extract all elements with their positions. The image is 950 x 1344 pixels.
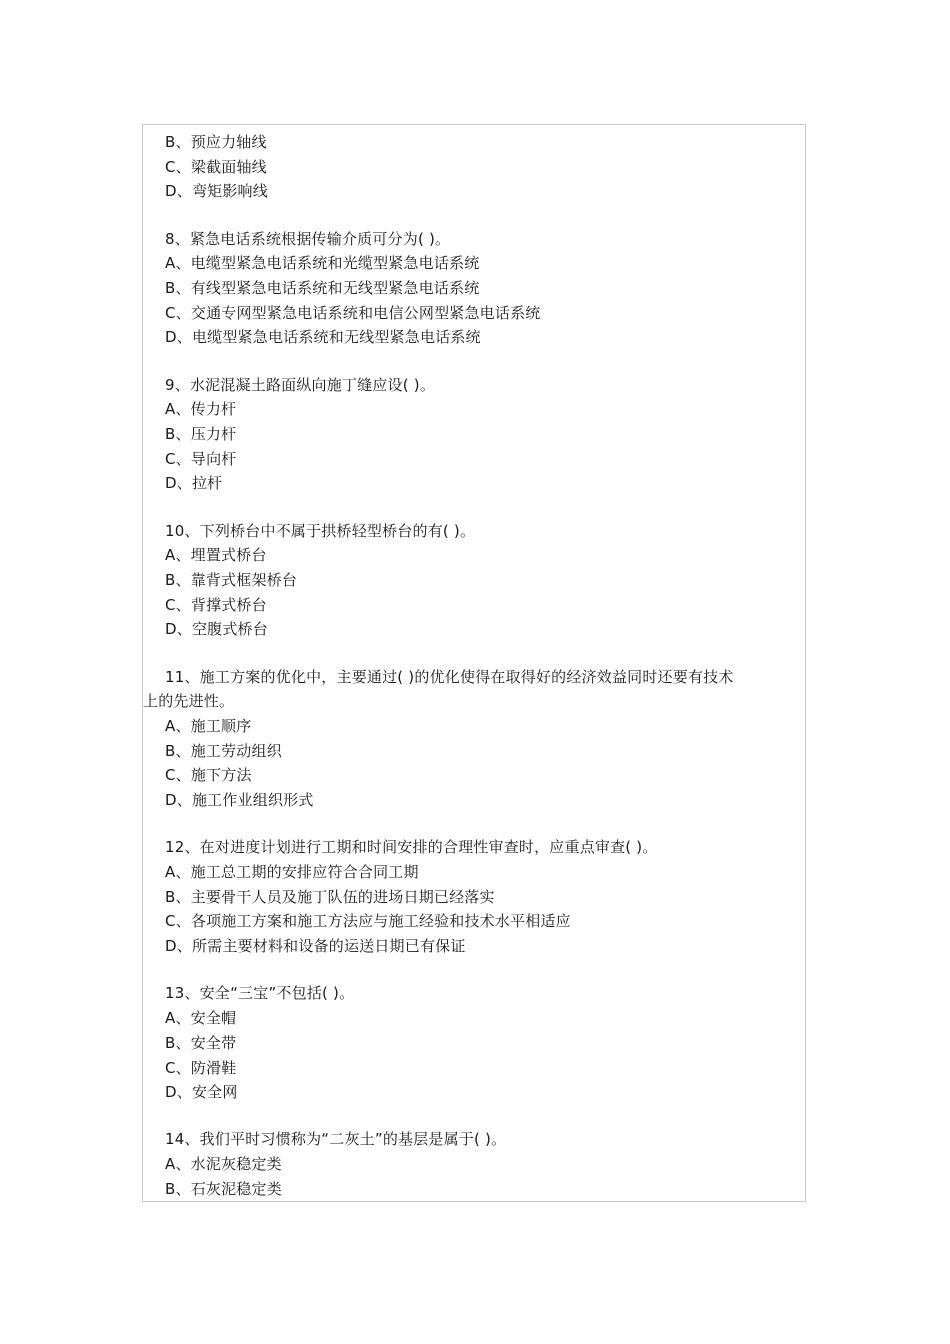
option-line: B、主要骨干人员及施丁队伍的进场日期已经落实 [165, 887, 495, 906]
carryover-options [143, 130, 806, 204]
option-line: B、压力杆 [165, 425, 237, 444]
question-text-continuation: 上的先进性。 [143, 692, 235, 711]
option-line: D、空腹式桥台 [165, 620, 268, 639]
option-line: C、导向杆 [165, 449, 237, 468]
option-line: B、靠背式框架桥台 [165, 571, 298, 590]
option-line: D、施工作业组织形式 [165, 791, 314, 810]
question-text: 12、在对进度计划进行工期和时间安排的合理性审查时，应重点审查( )。 [165, 838, 658, 857]
option-line: A、传力杆 [165, 400, 237, 419]
option-line: B、预应力轴线 [165, 133, 267, 151]
page-content [143, 130, 806, 1202]
option-line: D、安全网 [165, 1083, 238, 1102]
question-14 [143, 1127, 806, 1201]
question-13 [143, 981, 806, 1105]
question-text: 10、下列桥台中不属于拱桥轻型桥台的有( )。 [165, 521, 476, 540]
option-line: D、电缆型紧急电话系统和无线型紧急电话系统 [165, 328, 481, 347]
option-line: C、防滑鞋 [165, 1058, 237, 1077]
question-text: 8、紧急电话系统根据传输介质可分为( )。 [165, 229, 451, 248]
option-line: A、施工顺序 [165, 717, 252, 736]
option-line: A、施工总工期的安排应符合合同工期 [165, 863, 419, 882]
question-12 [143, 835, 806, 959]
option-line: B、安全带 [165, 1033, 237, 1052]
option-line: C、施下方法 [165, 766, 252, 785]
question-text: 9、水泥混凝土路面纵向施丁缝应设( )。 [165, 375, 436, 394]
question-9 [143, 373, 806, 497]
option-line: C、交通专网型紧急电话系统和电信公网型紧急电话系统 [165, 303, 541, 322]
option-line: B、有线型紧急电话系统和无线型紧急电话系统 [165, 279, 480, 298]
option-line: A、埋置式桥台 [165, 546, 267, 565]
question-text: 14、我们平时习惯称为“二灰土”的基层是属于( )。 [165, 1130, 507, 1149]
question-10 [143, 519, 806, 643]
question-8 [143, 227, 806, 351]
option-line: A、电缆型紧急电话系统和光缆型紧急电话系统 [165, 254, 480, 273]
option-line: C、梁截面轴线 [165, 157, 267, 176]
option-line: A、安全帽 [165, 1009, 237, 1028]
question-11 [143, 665, 806, 813]
option-line: C、背撑式桥台 [165, 595, 267, 614]
question-text: 13、安全“三宝”不包括( )。 [165, 984, 355, 1003]
option-line: D、拉杆 [165, 474, 223, 493]
option-line: B、石灰泥稳定类 [165, 1179, 282, 1198]
question-text: 11、施工方案的优化中，主要通过( )的优化使得在取得好的经济效益同时还要有技术 [165, 667, 734, 686]
option-line: D、弯矩影响线 [165, 182, 268, 201]
option-line: A、水泥灰稳定类 [165, 1155, 282, 1174]
option-line: C、各项施工方案和施工方法应与施工经验和技术水平相适应 [165, 912, 571, 931]
option-line: B、施工劳动组织 [165, 741, 282, 760]
document-page [142, 124, 806, 1202]
option-line: D、所需主要材料和设备的运送日期已有保证 [165, 937, 466, 956]
